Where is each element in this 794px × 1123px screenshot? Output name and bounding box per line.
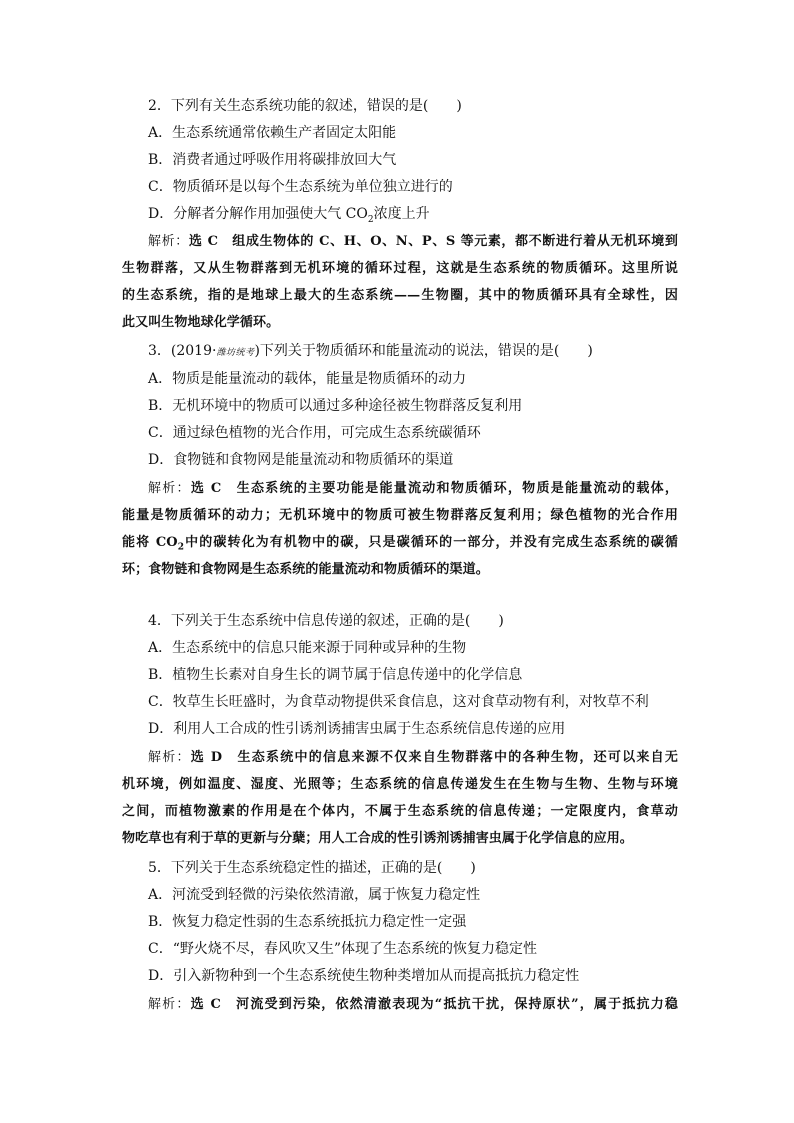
question-3-stem-pre: 3．(2019· xyxy=(148,343,217,359)
question-2-option-d xyxy=(148,205,430,223)
question-4-analysis-line-2: 机环境，例如温度、湿度、光照等；生态系统的信息传递发生在生物与生物、生物与环境 xyxy=(122,777,678,792)
question-4-option-c: C．牧草生长旺盛时，为食草动物提供采食信息，这对食草动物有利，对牧草不利 xyxy=(148,694,649,710)
analysis-label: 解析： xyxy=(148,234,189,249)
question-2-analysis-line-1 xyxy=(148,233,678,251)
question-3-analysis-line-4: 环；食物链和食物网是生态系统的能量流动和物质循环的渠道。 xyxy=(122,562,489,577)
analysis-text: 选 C 组成生物体的 C、H、O、N、P、S 等元素，都不断进行着从无机环境到 xyxy=(188,234,678,249)
question-4-analysis-line-3: 之间，而植物激素的作用是在个体内，不属于生态系统的信息传递；一定限度内，食草动 xyxy=(122,804,678,819)
question-3-analysis-line-1 xyxy=(148,480,678,498)
question-3-analysis-line-3 xyxy=(122,534,678,552)
question-5-option-c: C．“野火烧不尽，春风吹又生”体现了生态系统的恢复力稳定性 xyxy=(148,941,538,957)
question-2-option-d-subscript: 2 xyxy=(367,214,374,225)
analysis-subscript: 2 xyxy=(177,542,185,553)
question-5-analysis-line-1 xyxy=(148,996,678,1014)
question-3-stem xyxy=(148,342,593,360)
analysis-label: 解析： xyxy=(148,481,191,496)
question-2-option-d-post: 浓度上升 xyxy=(373,206,430,222)
question-4-option-a: A．生态系统中的信息只能来源于同种或异种的生物 xyxy=(148,640,467,656)
question-3-option-b: B．无机环境中的物质可以通过多种途径被生物群落反复利用 xyxy=(148,398,523,414)
question-2-analysis-line-4: 此又叫生物地球化学循环。 xyxy=(122,315,280,330)
question-4-option-b: B．植物生长素对自身生长的调节属于信息传递中的化学信息 xyxy=(148,667,523,683)
question-4-analysis-line-4: 物吃草也有利于草的更新与分蘖；用人工合成的性引诱剂诱捕害虫属于化学信息的应用。 xyxy=(122,831,633,846)
question-3-option-a: A．物质是能量流动的载体，能量是物质循环的动力 xyxy=(148,371,467,387)
question-5-option-b: B．恢复力稳定性弱的生态系统抵抗力稳定性一定强 xyxy=(148,914,467,930)
question-5-stem: 5．下列关于生态系统稳定性的描述，正确的是( ) xyxy=(148,860,476,876)
question-2-stem: 2．下列有关生态系统功能的叙述，错误的是( ) xyxy=(148,98,462,114)
question-2-analysis-line-2: 生物群落，又从生物群落到无机环境的循环过程，这就是生态系统的物质循环。这里所说 xyxy=(122,261,678,276)
question-2-option-a: A．生态系统通常依赖生产者固定太阳能 xyxy=(148,125,397,141)
question-4-analysis-line-1 xyxy=(148,749,678,767)
question-5-option-a: A．河流受到轻微的污染依然清澈，属于恢复力稳定性 xyxy=(148,887,481,903)
question-3-option-c: C．通过绿色植物的光合作用，可完成生态系统碳循环 xyxy=(148,425,481,441)
question-3-analysis-line-2: 能量是物质循环的动力；无机环境中的物质可被生物群落反复利用；绿色植物的光合作用 xyxy=(122,508,678,523)
analysis-text-post: 中的碳转化为有机物中的碳，只是碳循环的一部分，并没有完成生态系统的碳循 xyxy=(184,535,678,550)
analysis-label: 解析： xyxy=(148,750,191,765)
question-3-option-d: D．食物链和食物网是能量流动和物质循环的渠道 xyxy=(148,452,454,468)
analysis-text: 选 C 生态系统的主要功能是能量流动和物质循环，物质是能量流动的载体， xyxy=(190,481,678,496)
analysis-text-pre: 能将 CO xyxy=(122,535,178,550)
analysis-text: 选 D 生态系统中的信息来源不仅来自生物群落中的各种生物，还可以来自无 xyxy=(190,750,678,765)
analysis-text: 选 C 河流受到污染，依然清澈表现为“抵抗干扰，保持原状”，属于抵抗力稳 xyxy=(190,997,678,1012)
analysis-label: 解析： xyxy=(148,997,191,1012)
question-3-source: 潍坊统考 xyxy=(216,348,255,358)
question-2-analysis-line-3: 的生态系统，指的是地球上最大的生态系统——生物圈，其中的物质循环具有全球性，因 xyxy=(122,288,678,303)
question-2-option-b: B．消费者通过呼吸作用将碳排放回大气 xyxy=(148,152,397,168)
question-3-stem-post: )下列关于物质循环和能量流动的说法，错误的是( ) xyxy=(254,343,593,359)
question-4-option-d: D．利用人工合成的性引诱剂诱捕害虫属于生态系统信息传递的应用 xyxy=(148,721,566,737)
question-4-stem: 4．下列关于生态系统中信息传递的叙述，正确的是( ) xyxy=(148,613,504,629)
question-2-option-c: C．物质循环是以每个生态系统为单位独立进行的 xyxy=(148,179,453,195)
question-2-option-d-pre: D．分解者分解作用加强使大气 CO xyxy=(148,206,368,222)
question-5-option-d: D．引入新物种到一个生态系统使生物种类增加从而提高抵抗力稳定性 xyxy=(148,968,580,984)
